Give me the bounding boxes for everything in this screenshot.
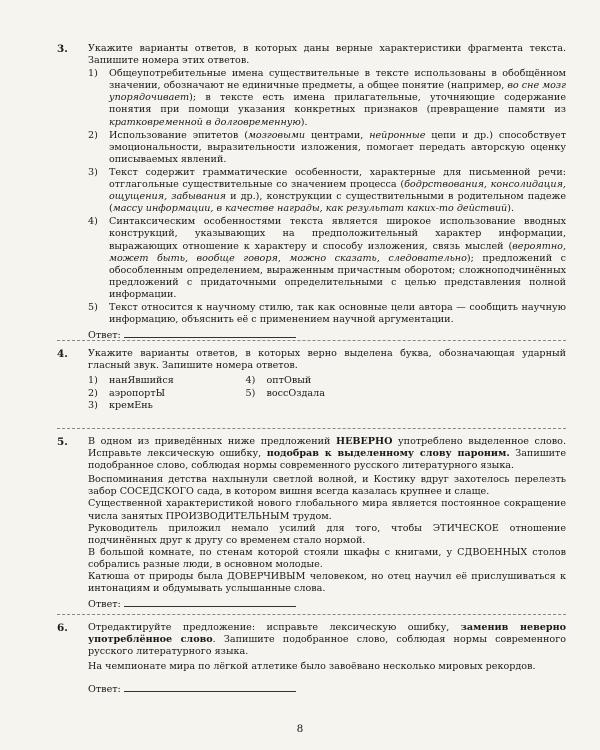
stress-option xyxy=(88,388,246,400)
option-number: 1) xyxy=(88,68,98,80)
option-example: вероятно, может быть, вообще говоря, можно сказать, следовательно xyxy=(109,240,566,264)
option-number: 5) xyxy=(245,387,256,399)
task-6-number: 6. xyxy=(57,622,68,634)
option-text: Текст относится к научному стилю, так как основные цели автора — сообщить научную информацию, объяснить её с применением научной аргументации. xyxy=(109,301,566,326)
task-6-prompt xyxy=(88,622,566,658)
task-4-options xyxy=(88,375,403,412)
page-number: 8 xyxy=(296,723,304,735)
option-example: бодрствования, консолидация, ощущения, забывания xyxy=(109,179,566,203)
option-text: Текст содержит грамматические особенности, характерные для письменной речи: отглагольные существительные со значением процесса ( xyxy=(109,166,566,191)
task-5-sentence: В большой комнате, по стенам которой стояли шкафы с книгами, у СДВОЕННЫХ столов собрались разные люди, в основном молодые. xyxy=(88,546,566,570)
task-3-option-2 xyxy=(88,130,566,166)
option-text: ); предложений с обособленным определением, выраженным причастным оборотом; сложноподчинённых предложений с придаточными определительными с целью представления полной информации. xyxy=(109,252,566,300)
option-number: 5) xyxy=(88,301,98,313)
prompt-text: Отредактируйте предложение: исправьте лексическую ошибку, xyxy=(88,622,461,633)
option-text: Использование эпитетов ( xyxy=(109,129,248,141)
divider xyxy=(57,340,566,341)
stress-option xyxy=(88,375,246,387)
task-3-option-4 xyxy=(88,216,566,301)
stress-option xyxy=(246,375,404,387)
answer-label: Ответ: xyxy=(88,684,121,696)
option-text: ). xyxy=(507,203,515,215)
option-text: Общеупотребительные имена существительные в тексте использованы в обобщённом значении, обозначают не единичные предметы, а общее понятие (например, xyxy=(109,68,566,92)
task-5-answer xyxy=(88,597,566,611)
option-word: нанЯвшийся xyxy=(109,375,174,387)
task-3-number: 3. xyxy=(57,43,68,55)
option-number: 2) xyxy=(88,387,98,399)
divider xyxy=(57,614,566,615)
task-3-option-1 xyxy=(88,68,566,128)
prompt-text: Запишите подобранное слово, соблюдая нормы современного русского литературного языка. xyxy=(88,448,567,472)
task-6-sentence: На чемпионате мира по лёгкой атлетике было завоёвано несколько мировых рекордов. xyxy=(88,661,536,673)
answer-line[interactable] xyxy=(124,597,296,607)
answer-line[interactable] xyxy=(124,682,296,692)
option-text: Синтаксическим особенностями текста является широкое использование вводных конструкций, указывающих на предположительный характер информации, выражающих отношение к характеру и способу изложения, связь мыслей ( xyxy=(109,216,566,252)
prompt-text: . Запишите подобранное слово, соблюдая нормы современного русского литературного языка. xyxy=(88,634,566,658)
divider xyxy=(57,428,566,429)
task-5-sentence: Воспоминания детства нахлынули светлой волной, и Костику вдруг захотелось перелезть забор СОСЕДСКОГО сада, в котором вишня всегда казалась крупнее и слаще. xyxy=(88,474,566,498)
task-5-prompt xyxy=(88,436,566,472)
task-6-answer xyxy=(88,682,566,696)
option-word: воссОздала xyxy=(266,387,325,399)
option-number: 3) xyxy=(88,400,98,411)
prompt-emphasis: заменив неверно употреблённое слово xyxy=(88,622,566,646)
stress-option xyxy=(88,400,246,412)
option-word: кремЕнь xyxy=(109,400,153,411)
option-text: цепи и др.) способствует эмоциональности, выразительности изложения, помогает передать авторскую оценку описываемых явлений. xyxy=(109,129,567,165)
prompt-text: употреблено выделенное слово. Исправьте лексическую ошибку, xyxy=(88,436,567,460)
option-number: 2) xyxy=(88,129,98,141)
task-4-prompt: Укажите варианты ответов, в которых верно выделена буква, обозначающая ударный гласный звук. Запишите номера ответов. xyxy=(88,348,566,372)
option-example: нейронные xyxy=(369,129,426,141)
option-text: и др.), конструкции с существительными в родительном падеже ( xyxy=(109,191,566,215)
option-text: ). xyxy=(300,116,308,128)
option-example: мозговыми xyxy=(247,129,306,141)
task-5-sentence: Руководитель приложил немало усилий для того, чтобы ЭТИЧЕСКОЕ отношение подчинённых друг к другу со временем стало нормой. xyxy=(88,522,566,546)
answer-label: Ответ: xyxy=(88,599,121,611)
answer-line[interactable] xyxy=(124,328,296,338)
option-number: 1) xyxy=(88,375,98,387)
option-number: 3) xyxy=(88,166,98,178)
task-5-sentence: Катюша от природы была ДОВЕРЧИВЫМ человеком, но отец научил её прислушиваться к интонациям и обдумывать услышанные слова. xyxy=(88,571,566,595)
task-5-sentence: Существенной характеристикой нового глобального мира является постоянное сокращение числа занятых ПРОИЗВОДИТЕЛЬНЫМ трудом. xyxy=(88,498,566,522)
stress-option xyxy=(246,388,404,400)
option-number: 4) xyxy=(88,216,98,228)
prompt-emphasis: подобрав к выделенному слову пароним. xyxy=(266,448,510,460)
task-3-option-5 xyxy=(88,302,566,326)
option-word: аэропортЫ xyxy=(109,387,166,399)
option-text: центрами, xyxy=(305,129,370,141)
task-5-number: 5. xyxy=(57,436,68,448)
task-3-prompt: Укажите варианты ответов, в которых даны верные характеристики фрагмента текста. Запишите номера этих ответов. xyxy=(88,43,566,67)
option-word: оптОвый xyxy=(266,375,312,387)
prompt-emphasis: НЕВЕРНО xyxy=(336,436,393,447)
answer-label: Ответ: xyxy=(88,330,121,342)
option-example: кратковременной в долговременную xyxy=(109,116,301,128)
option-example: во сне мозг упорядочивает xyxy=(109,80,567,104)
prompt-text: В одном из приведённых ниже предложений xyxy=(88,436,336,447)
option-text: ); в тексте есть имена прилагательные, уточняющие содержание понятия при помощи указания конкретных признаков (превращение памяти из xyxy=(109,92,566,116)
task-3-option-3 xyxy=(88,167,566,215)
task-4-number: 4. xyxy=(57,348,68,360)
option-example: массу информации, в качестве награды, как результат каких-то действий xyxy=(112,203,508,215)
option-number: 4) xyxy=(245,375,256,387)
